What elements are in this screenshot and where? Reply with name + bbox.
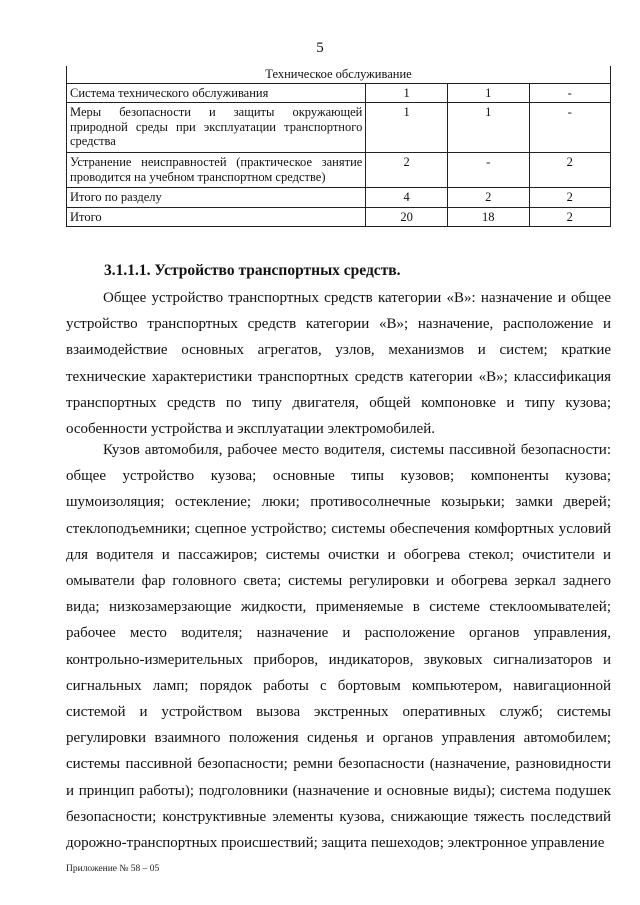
page-footer: Приложение № 58 – 05 [66,864,160,874]
row-theory-hours: 1 [447,103,529,153]
row-total-hours: 1 [366,103,448,153]
row-practice-hours: 2 [529,207,610,227]
paragraph-block [66,437,611,856]
row-topic: Меры безопасности и защиты окружающей природной среды при эксплуатации транспортного средства [67,103,366,153]
row-practice-hours: 2 [529,188,610,208]
paragraph: Кузов автомобиля, рабочее место водителя, системы пассивной безопасности: общее устройство кузова; основные типы кузовов; компоненты кузова; шумоизоляция; остекление; люки; противосолнечные козырьки; замки дверей; стеклоподъемники; сцепное устройство; системы обеспечения комфортных условий для водителя и пассажиров; системы очистки и обогрева стекол; очистители и омыватели фар головного света; системы регулировки и обогрева зеркал заднего вида; низкозамерзающие жидкости, применяемые в системе стеклоомывателей; рабочее место водителя; назначение и расположение органов управления, контрольно-измерительных приборов, индикаторов, звуковых сигнализаторов и сигнальных ламп; порядок работы с бортовым компьютером, навигационной системой и устройством вызова экстренных оперативных служб; системы регулировки взаимного положения сиденья и органов управления автомобилем; системы пассивной безопасности; ремни безопасности (назначение, разновидности и принцип работы); подголовники (назначение и основные виды); система подушек безопасности; конструктивные элементы кузова, снижающие тяжесть последствий дорожно-транспортных происшествий; защита пешеходов; электронное управление [66,442,611,852]
table-row [67,188,611,208]
row-total-hours: 2 [366,153,448,188]
row-total-hours: 4 [366,188,448,208]
table-row [67,103,611,153]
row-total-hours: 1 [366,83,448,103]
row-practice-hours: - [529,103,610,153]
page-number: 5 [316,40,324,56]
row-practice-hours: 2 [529,153,610,188]
paragraph-block [66,285,611,442]
row-topic: Итого по разделу [67,188,366,208]
row-practice-hours: - [529,83,610,103]
row-theory-hours: - [447,153,529,188]
table-section-row [67,66,611,83]
section-heading: 3.1.1.1. Устройство транспортных средств. [104,262,401,279]
row-theory-hours: 2 [447,188,529,208]
row-topic: Система технического обслуживания [67,83,366,103]
section-title: Техническое обслуживание [67,66,611,83]
table-row [67,153,611,188]
row-topic: Устранение неисправностей (практическое занятие проводится на учебном транспортном средстве) [67,153,366,188]
curriculum-table [66,66,611,227]
row-total-hours: 20 [366,207,448,227]
table-row [67,83,611,103]
row-theory-hours: 18 [447,207,529,227]
table-row [67,207,611,227]
paragraph: Общее устройство транспортных средств категории «В»: назначение и общее устройство транспортных средств категории «В»; назначение, расположение и взаимодействие основных агрегатов, узлов, механизмов и систем; краткие технические характеристики транспортных средств категории «В»; классификация транспортных средств по типу двигателя, общей компоновке и типу кузова; особенности устройства и эксплуатации электромобилей. [66,290,611,438]
row-theory-hours: 1 [447,83,529,103]
row-topic: Итого [67,207,366,227]
